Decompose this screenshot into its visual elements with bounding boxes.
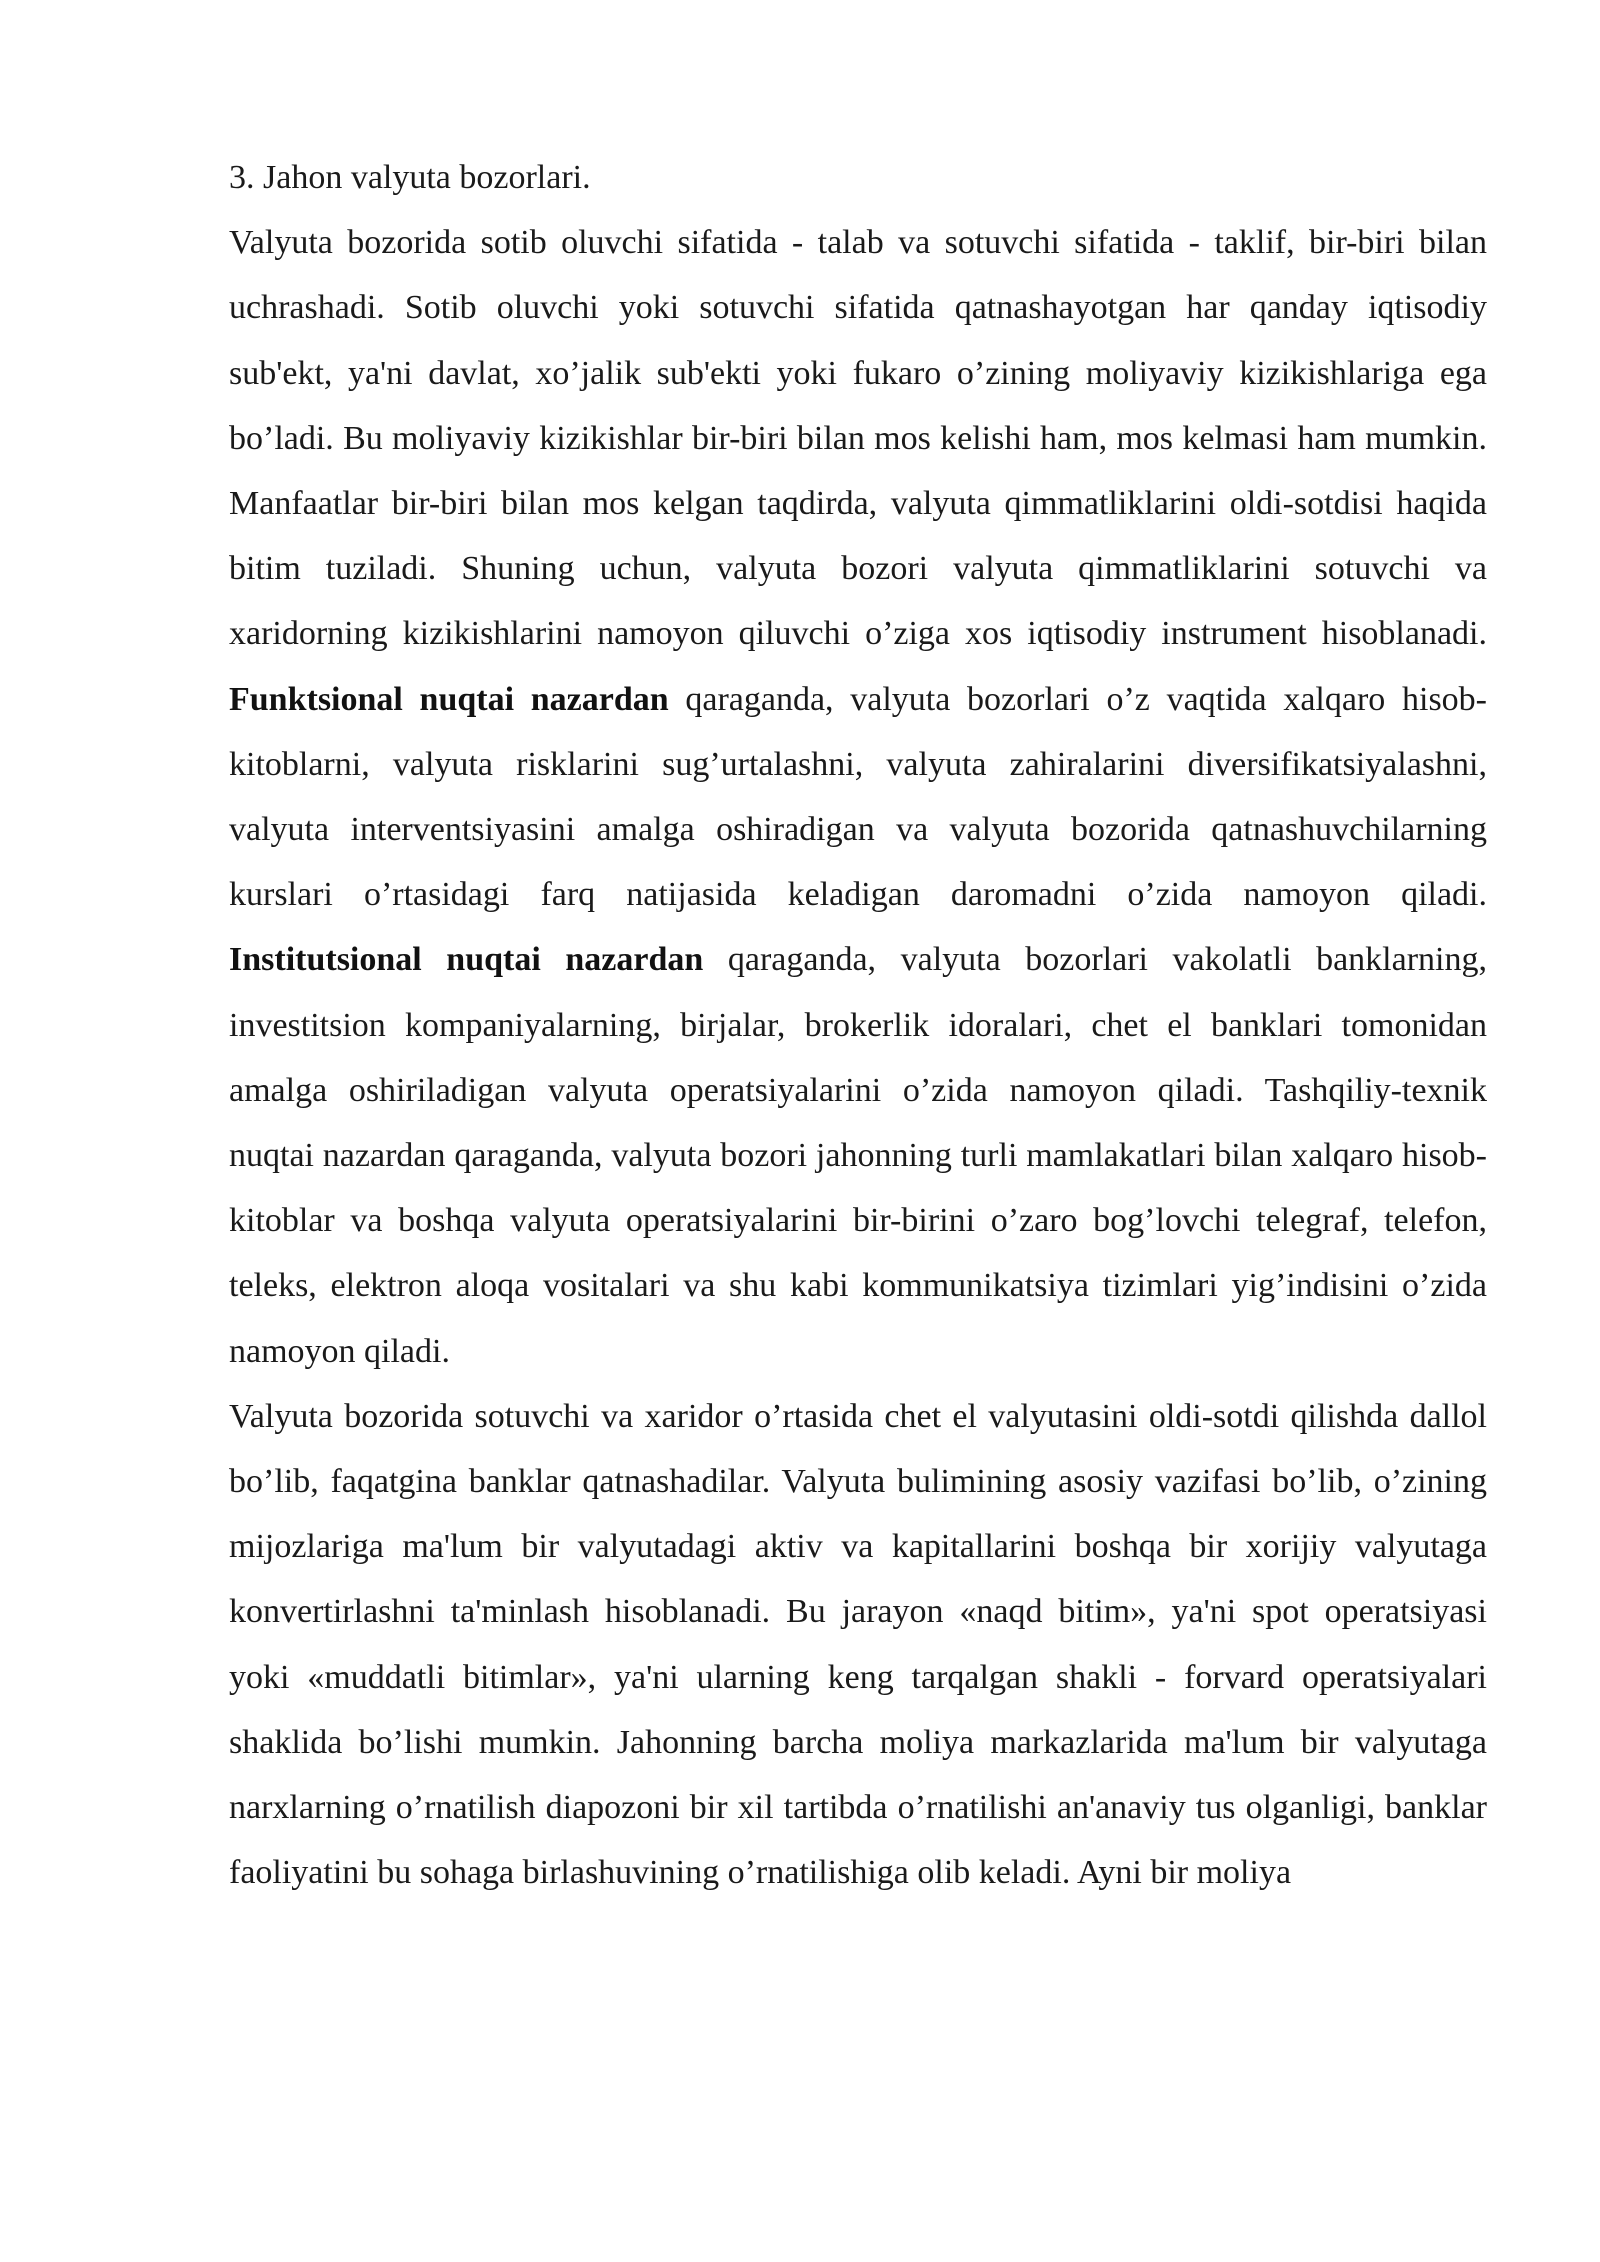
paragraph-1	[229, 210, 1487, 1384]
section-heading: 3. Jahon valyuta bozorlari.	[229, 159, 591, 196]
bold-term-funktsional: Funktsional nuqtai nazardan	[229, 680, 669, 718]
document-body	[229, 145, 1487, 1905]
bold-term-institutsional: Institutsional nuqtai nazardan	[229, 941, 704, 979]
paragraph-1-text-b: qaraganda, valyuta bozorlari o’z vaqtida xalqaro hisob-kitoblarni, valyuta risklarini sug’urtalashni, valyuta zahiralarini diversifikatsiyalashni, valyuta interventsiyasini amalga oshiradigan va valyuta bozorida qatnashuvchilarning kurslari o’rtasidagi farq natijasida keladigan daromadni o’zida namoyon qiladi.	[229, 680, 1487, 914]
paragraph-1-text-c: qaraganda, valyuta bozorlari vakolatli banklarning, investitsion kompaniyalarning, birjalar, brokerlik idoralari, chet el banklari tomonidan amalga oshiriladigan valyuta operatsiyalarini o’zida namoyon qiladi. Tashqiliy-texnik nuqtai nazardan qaraganda, valyuta bozori jahonning turli mamlakatlari bilan xalqaro hisob-kitoblar va boshqa valyuta operatsiyalarini bir-birini o’zaro bog’lovchi telegraf, telefon, teleks, elektron aloqa vositalari va shu kabi kommunikatsiya tizimlari yig’indisini o’zida namoyon qiladi.	[229, 941, 1487, 1370]
paragraph-2: Valyuta bozorida sotuvchi va xaridor o’rtasida chet el valyutasini oldi-sotdi qilishda dallol bo’lib, faqatgina banklar qatnashadilar. Valyuta bulimining asosiy vazifasi bo’lib, o’zining mijozlariga ma'lum bir valyutadagi aktiv va kapitallarini boshqa bir xorijiy valyutaga konvertirlashni ta'minlash hisoblanadi. Bu jarayon «naqd bitim», ya'ni spot operatsiyasi yoki «muddatli bitimlar», ya'ni ularning keng tarqalgan shakli - forvard operatsiyalari shaklida bo’lishi mumkin. Jahonning barcha moliya markazlarida ma'lum bir valyutaga narxlarning o’rnatilish diapozoni bir xil tartibda o’rnatilishi an'anaviy tus olganligi, banklar faoliyatini bu sohaga birlashuvining o’rnatilishiga olib keladi. Ayni bir moliya	[229, 1397, 1487, 1892]
paragraph-1-text-a: Valyuta bozorida sotib oluvchi sifatida - talab va sotuvchi sifatida - taklif, bir-biri bilan uchrashadi. Sotib oluvchi yoki sotuvchi sifatida qatnashayotgan har qanday iqtisodiy sub'ekt, ya'ni davlat, xo’jalik sub'ekti yoki fukaro o’zining moliyaviy kizikishlariga ega bo’ladi. Bu moliyaviy kizikishlar bir-biri bilan mos kelishi ham, mos kelmasi ham mumkin. Manfaatlar bir-biri bilan mos kelgan taqdirda, valyuta qimmatliklarini oldi-sotdisi haqida bitim tuziladi. Shuning uchun, valyuta bozori valyuta qimmatliklarini sotuvchi va xaridorning kizikishlarini namoyon qiluvchi o’ziga xos iqtisodiy instrument hisoblanadi.	[229, 224, 1487, 653]
